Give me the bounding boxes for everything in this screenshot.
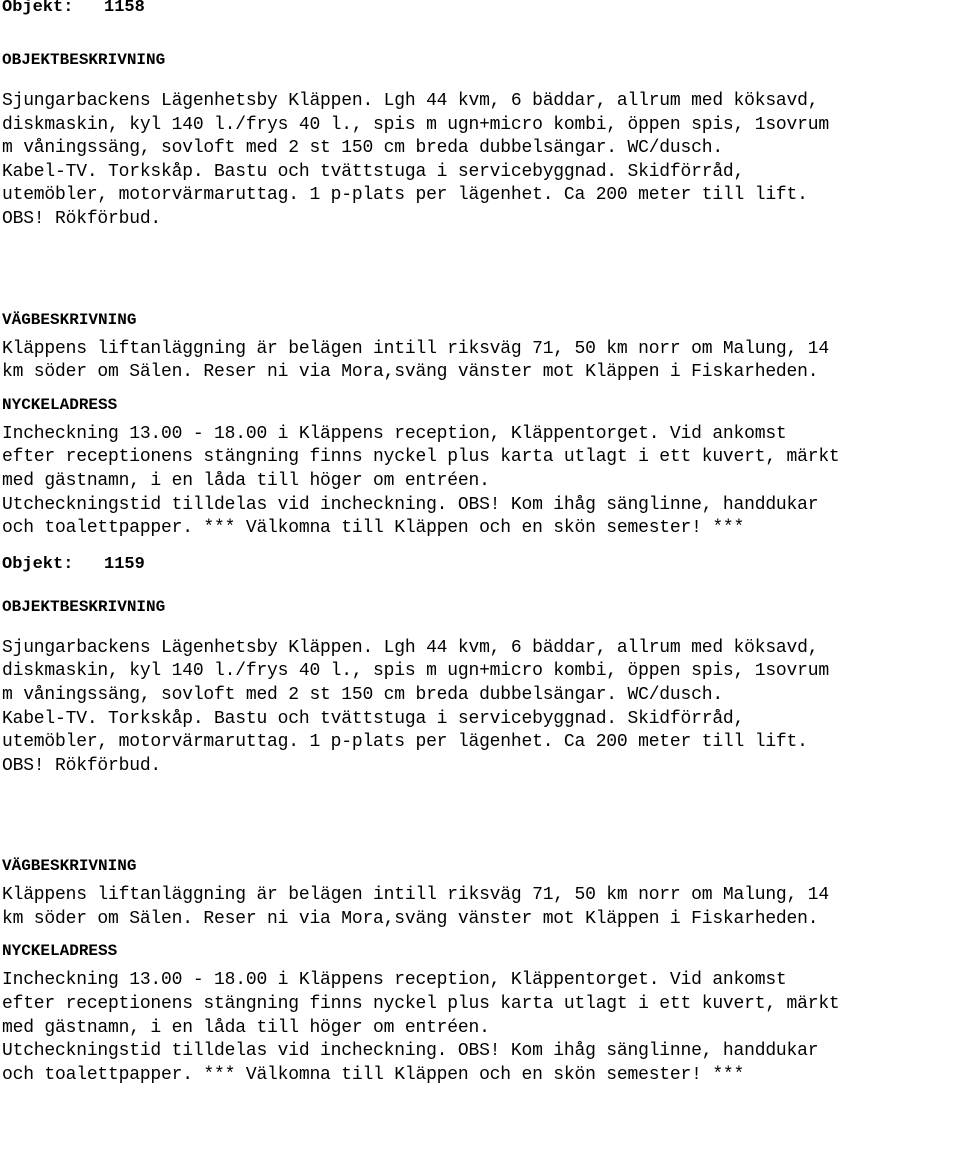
objekt-number: 1158: [104, 0, 145, 17]
objekt-header: [2, 555, 958, 575]
vagbeskrivning-heading: VÄGBESKRIVNING: [2, 310, 137, 329]
document-page: [2, 0, 958, 1087]
objektbeskrivning-text: Sjungarbackens Lägenhetsby Kläppen. Lgh 44 kvm, 6 bäddar, allrum med köksavd, diskmaskin, kyl 140 l./frys 40 l., spis m ugn+micro kombi, öppen spis, 1sovrum m våningssäng, sovloft med 2 st 150 cm breda dubbelsängar. WC/dusch. Kabel-TV. Torkskåp. Bastu och tvättstuga i servicebyggnad. Skidförråd, utemöbler, motorvärmaruttag. 1 p-plats per lägenhet. Ca 200 meter till lift. OBS! Rökförbud.: [2, 91, 829, 229]
nyckeladress-heading: NYCKELADRESS: [2, 395, 118, 414]
objekt-label: Objekt:: [2, 554, 74, 574]
objekt-label: Objekt:: [2, 0, 74, 17]
objekt-entry-1158: [2, 0, 958, 541]
objektbeskrivning-text: Sjungarbackens Lägenhetsby Kläppen. Lgh 44 kvm, 6 bäddar, allrum med köksavd, diskmaskin, kyl 140 l./frys 40 l., spis m ugn+micro kombi, öppen spis, 1sovrum m våningssäng, sovloft med 2 st 150 cm breda dubbelsängar. WC/dusch. Kabel-TV. Torkskåp. Bastu och tvättstuga i servicebyggnad. Skidförråd, utemöbler, motorvärmaruttag. 1 p-plats per lägenhet. Ca 200 meter till lift. OBS! Rökförbud.: [2, 637, 829, 776]
objekt-number: 1159: [104, 554, 145, 574]
objekt-entry-1159: [2, 555, 958, 1088]
objektbeskrivning-heading: OBJEKTBESKRIVNING: [2, 51, 166, 69]
nyckeladress-text: Incheckning 13.00 - 18.00 i Kläppens reception, Kläppentorget. Vid ankomst efter receptionens stängning finns nyckel plus karta utlagt i ett kuvert, märkt med gästnamn, i en låda till höger om entréen. Utcheckningstid tilldelas vid incheckning. OBS! Kom ihåg sänglinne, handdukar och toalettpapper. *** Välkomna till Kläppen och en skön semester! ***: [2, 423, 840, 539]
vagbeskrivning-text: Kläppens liftanläggning är belägen intill riksväg 71, 50 km norr om Malung, 14 km söder om Sälen. Reser ni via Mora,sväng vänster mot Kläppen i Fiskarheden.: [2, 338, 829, 383]
vagbeskrivning-text: Kläppens liftanläggning är belägen intill riksväg 71, 50 km norr om Malung, 14 km söder om Sälen. Reser ni via Mora,sväng vänster mot Kläppen i Fiskarheden.: [2, 885, 829, 929]
objektbeskrivning-heading: OBJEKTBESKRIVNING: [2, 597, 166, 616]
nyckeladress-heading: NYCKELADRESS: [2, 942, 118, 961]
objekt-header: [2, 0, 958, 18]
vagbeskrivning-heading: VÄGBESKRIVNING: [2, 857, 137, 876]
nyckeladress-text: Incheckning 13.00 - 18.00 i Kläppens reception, Kläppentorget. Vid ankomst efter receptionens stängning finns nyckel plus karta utlagt i ett kuvert, märkt med gästnamn, i en låda till höger om entréen. Utcheckningstid tilldelas vid incheckning. OBS! Kom ihåg sänglinne, handdukar och toalettpapper. *** Välkomna till Kläppen och en skön semester! ***: [2, 970, 840, 1085]
